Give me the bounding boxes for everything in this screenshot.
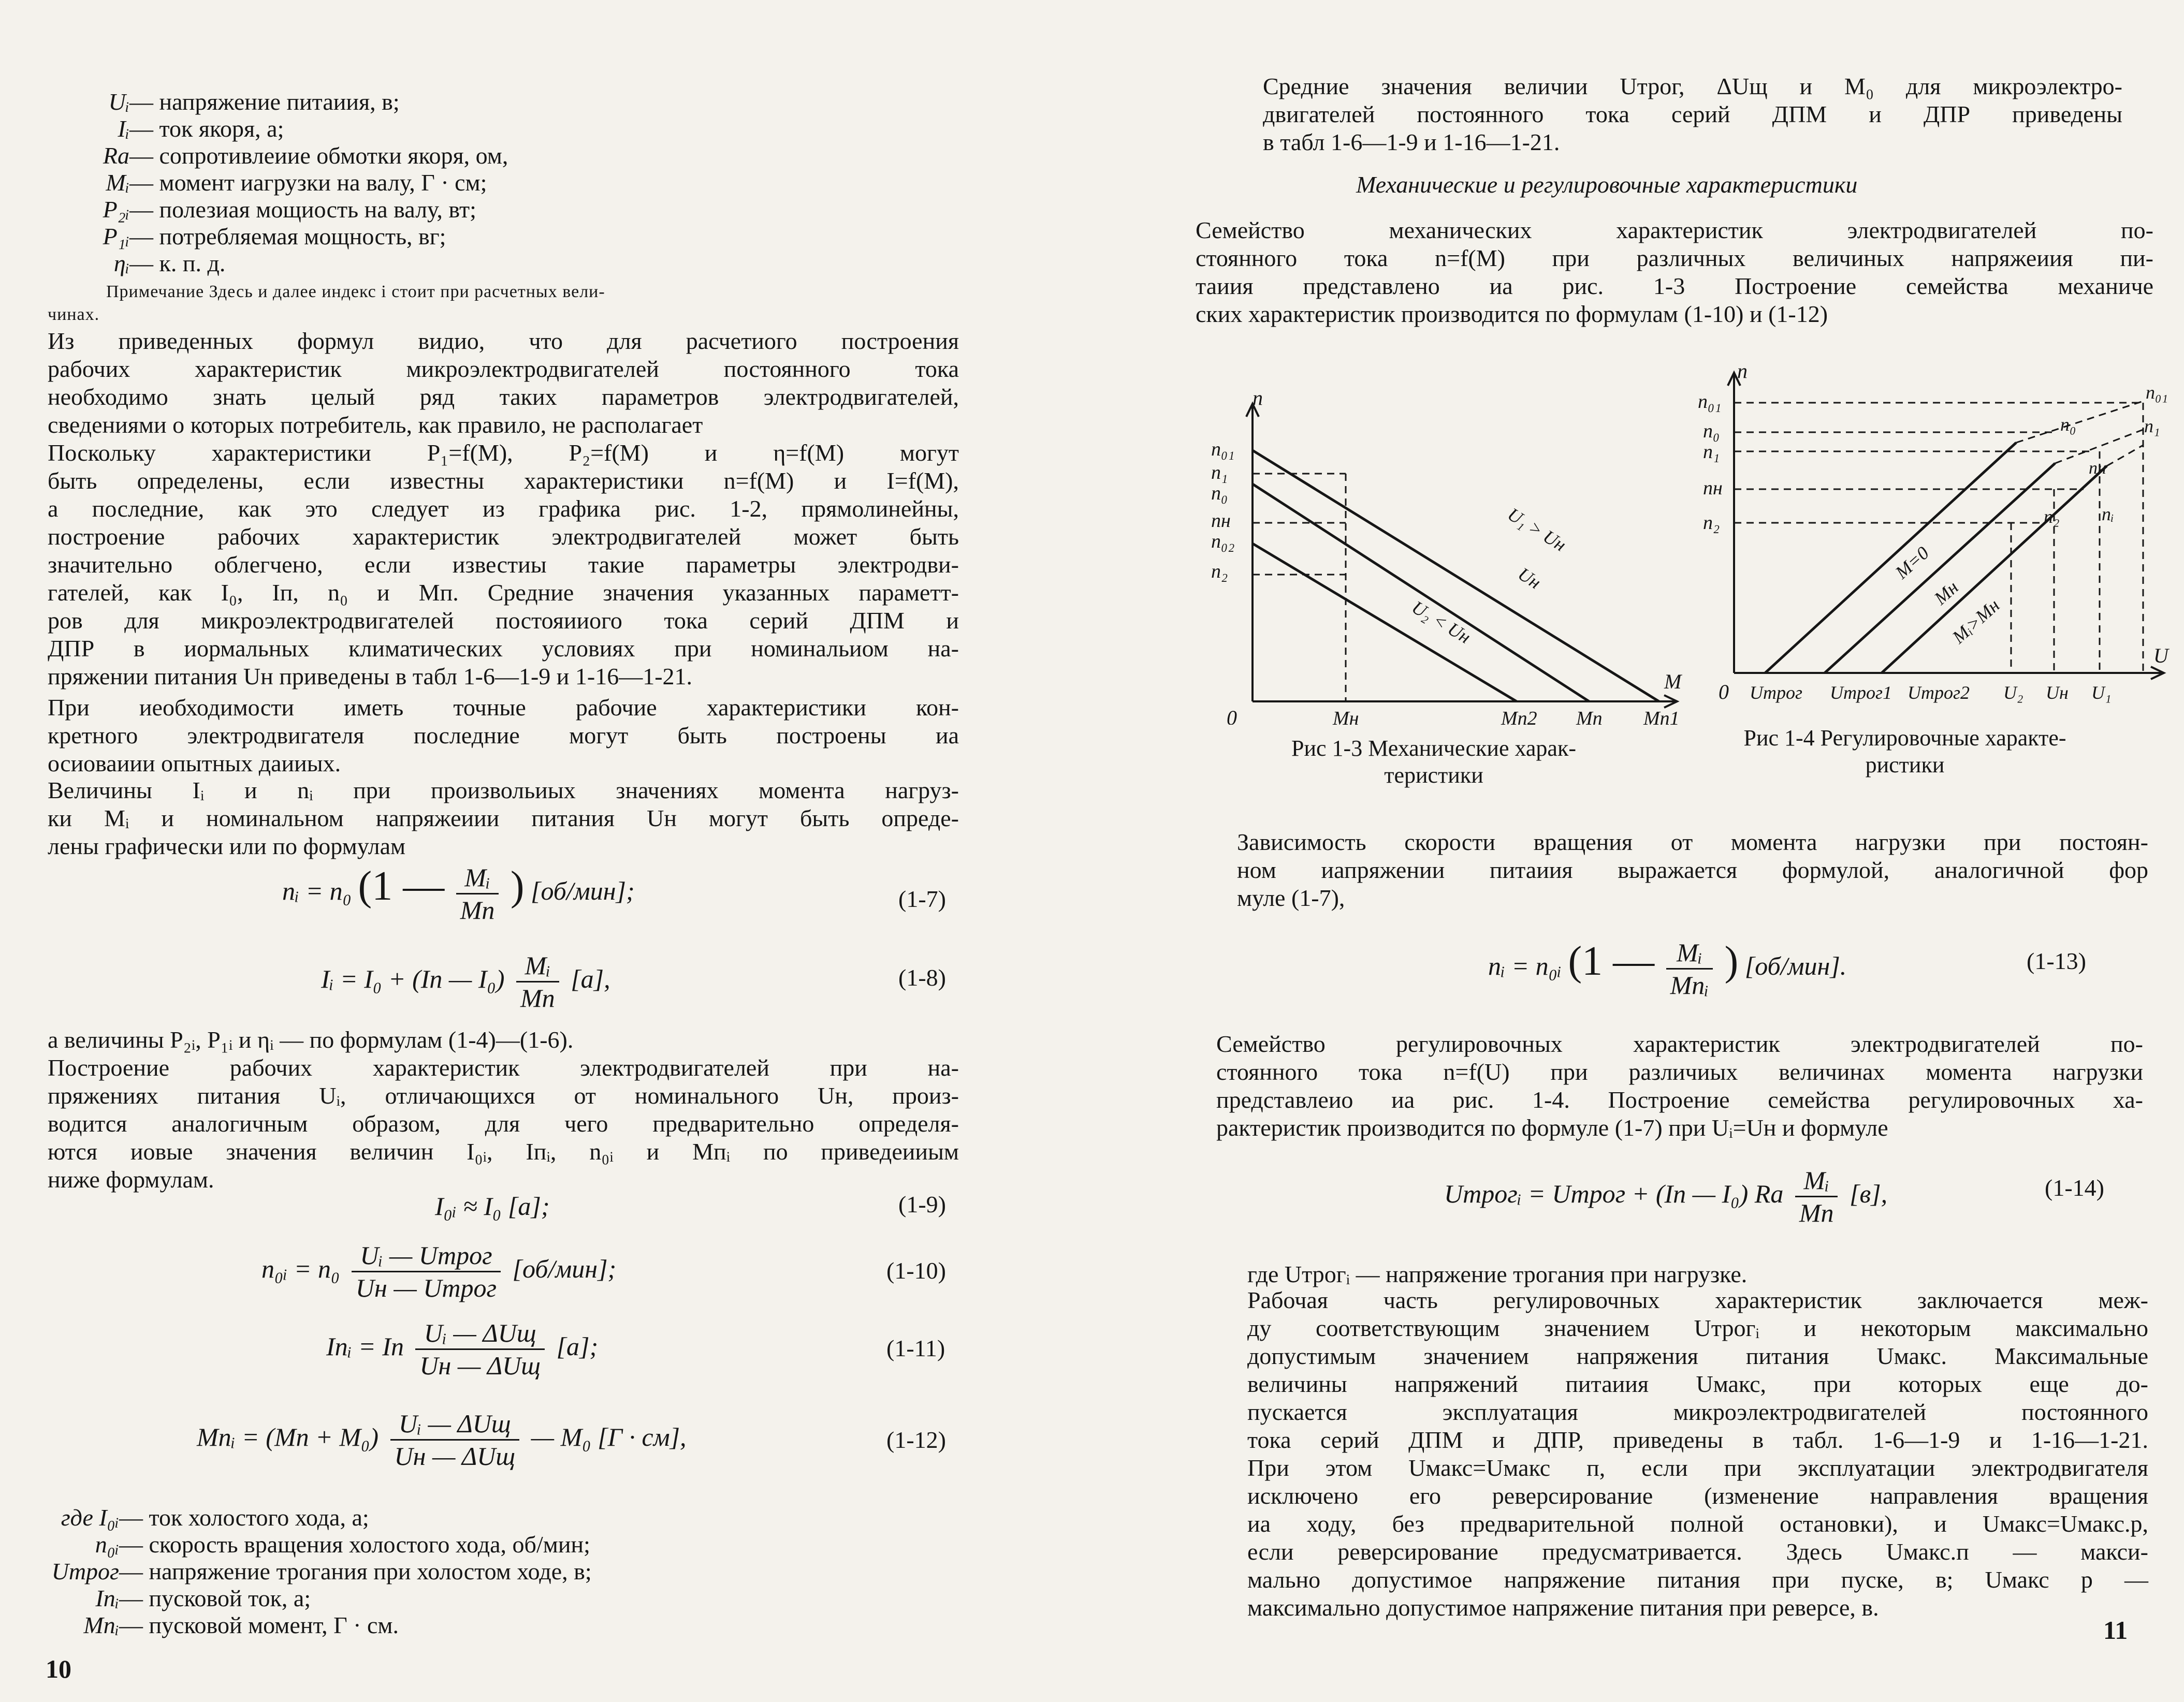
eq-1-14-den: Mп (1799, 1198, 1834, 1227)
eq-1-14-num: Mᵢ (1795, 1165, 1838, 1197)
fig3-line-un (1253, 484, 1589, 701)
definition-symbol: Rа (103, 142, 129, 169)
note-line-2: чинах. (48, 305, 100, 324)
paragraph-line: Семейство регулировочных характеристик электродвигателей по- (1216, 1031, 2143, 1057)
paragraph-line: стоянного тока n=f(U) при различиых величинах момента нагрузки (1216, 1059, 2143, 1085)
fig4-dash-mi-ext (2107, 445, 2143, 466)
paragraph-line: муле (1-7), (1237, 885, 1345, 911)
definition-symbol: Iпᵢ (95, 1585, 119, 1611)
paragraph-line: ров для микроэлектродвигателей постояииого тока серий ДПМ и (48, 607, 959, 634)
paragraph-line: При иеобходимости иметь точные рабочие характеристики кон- (48, 694, 959, 721)
paragraph-line: пряжении питания Uн приведены в табл 1-6—1-9 и 1-16—1-21. (48, 663, 693, 689)
paragraph-line: Рабочая часть регулировочных характеристик заключается меж- (1247, 1287, 2148, 1313)
fig4-line-label-mн: Mн (1930, 577, 1962, 609)
eq-1-7-fraction (456, 862, 499, 926)
paragraph-line: При этом Uмакс=Uмакс п, если при эксплуатации электродвигателя (1247, 1455, 2148, 1481)
paragraph-line: иа ходу, без предварительной полной остановки), и Uмакс=Uмакс.р, (1247, 1510, 2148, 1537)
definition-symbol: Uᵢ (108, 89, 129, 115)
eq-1-12-lhs: Mпᵢ = (Mп + M₀) (197, 1422, 379, 1451)
paragraph-line: рактеристик производится по формуле (1-7) при Uᵢ=Uн и формуле (1216, 1114, 1888, 1141)
left-paragraph-6 (48, 1054, 959, 1194)
equation-1-10 (261, 1240, 616, 1303)
fig4-x-label-uтрог1: Uтрог1 (1830, 682, 1892, 703)
eq-1-14-lhs: Uтрогᵢ = Uтрог + (Iп — I₀) Rа (1444, 1179, 1784, 1208)
fig4-line-mн (1825, 463, 2055, 673)
eq-1-13-unit: [об/мин]. (1744, 951, 1847, 980)
definition-symbol: Mᵢ (106, 169, 129, 196)
right-paragraph-1 (1263, 72, 2122, 156)
eq-1-7-num: Mᵢ (456, 862, 499, 894)
eq-1-7-open: (1 — (358, 863, 445, 909)
eq-1-13-lhs: nᵢ = n₀ᵢ (1488, 951, 1562, 980)
fig3-axis-x-label: M (1664, 670, 1682, 693)
paragraph-line: в табл 1-6—1-9 и 1-16—1-21. (1263, 129, 1560, 155)
figure-1-4-caption (1672, 725, 2138, 779)
fig3-axis-y-label: n (1253, 393, 1263, 409)
paragraph-line: ду соответствующим значением Uтрогᵢ и некоторым максимально (1247, 1315, 2148, 1341)
definition-row (62, 142, 508, 170)
fig4-y-label-n2: n₂ (1703, 512, 1720, 534)
fig3-y-label-n01: n₀₁ (1211, 438, 1235, 460)
definition-symbol: Mпᵢ (83, 1612, 119, 1638)
paragraph-line: двигателей постоянного тока серий ДПМ и ДПР приведены (1263, 101, 2122, 127)
left-paragraph-3 (48, 694, 959, 777)
eq-1-14-fraction (1795, 1165, 1838, 1228)
fig4-point-nн: nн (2089, 459, 2106, 478)
definition-text: — момент иагрузки на валу, Г · см; (129, 169, 487, 196)
page-number-left: 10 (46, 1654, 71, 1683)
eq-1-14-unit: [в], (1849, 1179, 1888, 1208)
equation-1-12 (197, 1408, 687, 1472)
paragraph-line: ются иовые значения величин I₀ᵢ, Iпᵢ, n₀ᵢ и Mпᵢ по приведеииым (48, 1138, 959, 1165)
eq-1-10-number: (1-10) (886, 1257, 946, 1284)
definition-symbol: Uтрог (51, 1558, 119, 1584)
definition-symbol: n₀ᵢ (95, 1531, 119, 1558)
fig4-y-label-nн: nн (1703, 477, 1723, 499)
definition-row (62, 88, 400, 116)
equation-1-8 (321, 950, 610, 1014)
eq-1-8-den: Mп (520, 984, 555, 1013)
equation-1-9: I₀ᵢ ≈ I₀ [а]; (435, 1192, 550, 1221)
definition-symbol: где I₀ᵢ (61, 1504, 119, 1531)
paragraph-line: исключено его реверсирование (изменение направления вращения (1247, 1483, 2148, 1509)
paragraph-line: кретного электродвигателя последние могут быть построены иа (48, 722, 959, 749)
paragraph-line: сведениями о которых потребитель, как правило, не располагает (48, 412, 703, 438)
note-line-1: Примечание Здесь и далее индекс i стоит при расчетных вели- (106, 282, 605, 301)
equation-1-7 (282, 862, 635, 926)
eq-1-10-den: Uн — Uтрог (355, 1273, 497, 1302)
figure-1-4 (1698, 362, 2174, 714)
right-paragraph-2 (1196, 216, 2153, 328)
eq-1-8-unit: [а], (571, 964, 610, 993)
fig3-x-label-mп: Mп (1576, 708, 1603, 725)
paragraph-line: ном иапряжении питаиия выражается формулой, аналогичной фор (1237, 857, 2148, 883)
fig3-line-label-u2: U₂ < Uн (1408, 596, 1475, 648)
right-paragraph-6 (1247, 1286, 2148, 1622)
eq-1-13-number: (1-13) (2027, 948, 2086, 974)
paragraph-line: пряжениях питания Uᵢ, отличающихся от номинального Uн, произ- (48, 1082, 959, 1109)
eq-1-8-number: (1-8) (898, 964, 946, 991)
fig4-y-label-n0: n₀ (1703, 420, 1720, 442)
eq-1-13-close: ) (1724, 938, 1739, 984)
eq-1-7-lhs: nᵢ = n₀ (282, 876, 352, 905)
paragraph-line: ки Mᵢ и номинальном напряжеиии питания Uн могут быть опреде- (48, 805, 959, 831)
equation-1-13 (1488, 937, 1846, 1001)
definition-row (21, 1504, 369, 1532)
left-paragraph-5: а величины P₂ᵢ, P₁ᵢ и ηᵢ — по формулам (1-4)—(1-6). (48, 1026, 574, 1053)
paragraph-line: необходимо знать целый ряд таких параметров электродвигателей, (48, 384, 959, 410)
fig4-line-m0 (1765, 443, 2016, 673)
eq-1-10-num: Uᵢ — Uтрог (352, 1240, 501, 1272)
paragraph-line: таиия представлено иа рис. 1-3 Построение семейства механиче (1196, 273, 2153, 299)
paragraph-line: Из приведенных формул видио, что для расчетиого построения (48, 328, 959, 354)
eq-1-8-lhs: Iᵢ = I₀ + (Iп — I₀) (321, 964, 505, 993)
paragraph-line: тока серий ДПМ и ДПР, приведены в табл. 1-6—1-9 и 1-16—1-21. (1247, 1427, 2148, 1453)
definition-text: — ток холостого хода, а; (119, 1504, 369, 1531)
fig4-x-label-uн: Uн (2046, 682, 2069, 703)
eq-1-11-den: Uн — ΔUщ (419, 1351, 541, 1380)
definition-text: — пусковой ток, а; (119, 1585, 311, 1611)
paragraph-line: ских характеристик производится по формулам (1-10) и (1-12) (1196, 301, 1828, 327)
paragraph-line: максимально допустимое напряжение питания при реверсе, в. (1247, 1594, 1879, 1621)
definition-row (21, 1531, 590, 1559)
eq-1-8-num: Mᵢ (516, 950, 559, 982)
definition-text: — потребляемая мощность, вг; (129, 223, 446, 250)
paragraph-line: а последние, как это следует из графика рис. 1-2, прямолинейны, (48, 495, 959, 522)
definition-text: — полезиая мощиость на валу, вт; (129, 196, 476, 223)
fig3-y-label-nн: nн (1211, 510, 1231, 532)
definition-text: — напряжение трогания при холостом ходе, в; (119, 1558, 592, 1584)
eq-1-11-num: Uᵢ — ΔUщ (415, 1317, 545, 1350)
fig3-y-label-n02: n₀₂ (1211, 531, 1235, 552)
eq-1-9-number: (1-9) (898, 1191, 946, 1217)
fig4-point-n2: n₂ (2044, 506, 2060, 527)
definition-row (21, 1611, 399, 1639)
paragraph-line: представлеио иа рис. 1-4. Построение семейства регулировочных ха- (1216, 1087, 2143, 1113)
definition-row (62, 250, 225, 277)
fig3-caption-line-2: теристики (1384, 762, 1483, 788)
paragraph-line: Зависимость скорости вращения от момента нагрузки при постоян- (1237, 829, 2148, 855)
fig3-y-label-n0: n₀ (1211, 482, 1228, 504)
figure-1-3 (1196, 393, 1693, 725)
eq-1-7-number: (1-7) (898, 886, 946, 912)
definition-text: — пусковой момент, Г · см. (119, 1612, 399, 1638)
fig4-line-label-mi: Mᵢ>Mн (1948, 595, 2004, 648)
paragraph-line: быть определены, если известны характеристики n=f(M) и I=f(M), (48, 467, 959, 494)
fig4-point-n01: n₀₁ (2146, 382, 2168, 403)
eq-1-11-lhs: Iпᵢ = Iп (326, 1331, 404, 1361)
definition-row (62, 196, 476, 224)
fig3-x-label-mп2: Mп2 (1501, 708, 1537, 725)
fig4-point-n1: n₁ (2144, 416, 2160, 436)
fig4-origin: 0 (1719, 680, 1729, 703)
right-page (1092, 0, 2184, 1702)
eq-1-8-fraction (516, 950, 559, 1014)
definition-text: — к. п. д. (129, 250, 226, 276)
left-paragraph-1 (48, 327, 959, 439)
eq-1-13-num: Mᵢ (1666, 937, 1713, 970)
fig3-line-label-un: Uн (1514, 563, 1545, 593)
fig4-line-label-m0: M=0 (1891, 542, 1933, 583)
definition-row (62, 169, 487, 197)
paragraph-line: если реверсирование предусматривается. Здесь Uмакс.п — макси- (1247, 1538, 2148, 1565)
fig4-x-label-u1: U₁ (2091, 682, 2112, 703)
eq-1-12-den: Uн — ΔUщ (394, 1442, 516, 1471)
paragraph-line: рабочих характеристик микроэлектродвигателей постоянного тока (48, 356, 959, 382)
fig4-point-ni: nᵢ (2102, 504, 2114, 524)
fig3-x-label-mп1: Mп1 (1643, 708, 1680, 725)
fig4-y-label-n01: n₀₁ (1698, 391, 1722, 413)
paragraph-line: гателей, как I₀, Iп, n₀ и Mп. Средние значения указанных параметт- (48, 579, 959, 606)
fig3-y-label-n1: n₁ (1211, 462, 1228, 483)
eq-1-7-den: Mп (460, 896, 495, 925)
paragraph-line: Поскольку характеристики P₁=f(M), P₂=f(M) и η=f(M) могут (48, 439, 959, 466)
fig3-line-u2 (1253, 544, 1517, 701)
fig4-caption-line-1: Рис 1-4 Регулировочные характе- (1743, 725, 2066, 751)
definition-row (21, 1558, 592, 1586)
eq-1-12-fraction (390, 1408, 520, 1472)
page-number-right: 11 (2103, 1616, 2128, 1645)
definition-symbol: P₁ᵢ (103, 223, 129, 250)
eq-1-13-open: (1 — (1568, 938, 1655, 984)
definition-row (21, 1584, 311, 1612)
eq-1-13-den: Mпᵢ (1670, 971, 1709, 1000)
paragraph-line: пускается эксплуатация микроэлектродвигателей постоянного (1247, 1399, 2148, 1425)
left-paragraph-2 (48, 439, 959, 691)
eq-1-10-lhs: n₀ᵢ = n₀ (261, 1254, 340, 1283)
eq-1-12-number: (1-12) (886, 1427, 946, 1453)
section-heading: Механические и регулировочные характеристики (1356, 171, 1858, 198)
fig4-x-label-u2: U₂ (2003, 682, 2023, 703)
fig4-axis-x-label: U (2153, 644, 2168, 667)
fig3-caption-line-1: Рис 1-3 Механические харак- (1291, 736, 1576, 761)
paragraph-line: Построение рабочих характеристик электродвигателей при на- (48, 1054, 959, 1081)
definition-text: — ток якоря, а; (129, 115, 284, 142)
fig3-origin: 0 (1227, 706, 1237, 725)
definition-row (62, 115, 284, 143)
fig3-y-label-n2: n₂ (1211, 561, 1228, 582)
definition-symbol: ηᵢ (113, 250, 129, 276)
fig3-x-label-mн: Mн (1333, 708, 1359, 725)
paragraph-line: Величины Iᵢ и nᵢ при произвольиых значениях момента нагруз- (48, 777, 959, 803)
definition-text: — сопротивлеиие обмотки якоря, ом, (129, 142, 508, 169)
paragraph-line: мально допустимое напряжение питания при пуске, в; Uмакс р — (1247, 1566, 2148, 1593)
fig4-caption-line-2: ристики (1865, 752, 1945, 777)
paragraph-line: водится аналогичным образом, для чего предварительно определя- (48, 1110, 959, 1137)
paragraph-line: значительно облегчено, если известиы такие параметры электродви- (48, 551, 959, 578)
right-paragraph-4 (1216, 1030, 2143, 1142)
right-paragraph-5: где Uтрогᵢ — напряжение трогания при нагрузке. (1247, 1261, 1748, 1287)
definition-row (62, 223, 446, 251)
definition-text: — скорость вращения холостого хода, об/мин; (119, 1531, 590, 1558)
eq-1-14-number: (1-14) (2045, 1175, 2104, 1201)
definition-symbol: Iᵢ (118, 115, 129, 142)
figure-1-3-caption (1221, 735, 1646, 789)
equation-1-14 (1444, 1165, 1887, 1228)
eq-1-11-unit: [а]; (556, 1331, 599, 1361)
eq-1-11-fraction (415, 1317, 545, 1381)
fig4-x-label-uтрог2: Uтрог2 (1908, 682, 1970, 703)
paragraph-line: Средние значения величии Uтрог, ΔUщ и M₀ для микроэлектро- (1263, 73, 2122, 99)
paragraph-line: допустимым значением напряжения питания Uмакс. Максимальные (1247, 1343, 2148, 1369)
eq-1-12-unit: — M₀ [Г · см], (531, 1422, 687, 1451)
eq-1-12-num: Uᵢ — ΔUщ (390, 1408, 520, 1441)
eq-1-10-unit: [об/мин]; (512, 1254, 617, 1283)
paragraph-line: величины напряжений питаиия Uмакс, при которых еще до- (1247, 1371, 2148, 1397)
paragraph-line: построение рабочих характеристик электродвигателей может быть (48, 523, 959, 550)
fig4-dash-m0-ext (2016, 401, 2143, 443)
paragraph-line: Семейство механических характеристик электродвигателей по- (1196, 217, 2153, 243)
eq-1-13-fraction (1666, 937, 1713, 1001)
fig4-point-n0: n₀ (2060, 414, 2076, 435)
fig4-y-label-n1: n₁ (1703, 441, 1720, 463)
paragraph-line: ДПР в иормальных климатических условиях при номинальиом на- (48, 635, 959, 662)
eq-1-7-unit: [об/мин]; (530, 876, 635, 905)
fig4-axis-y-label: n (1737, 362, 1748, 383)
paragraph-line: ниже формулам. (48, 1166, 214, 1193)
paragraph-line: осиоваиии опытных даииых. (48, 750, 341, 776)
paragraph-line: стоянного тока n=f(M) при различных величиных напряжеиия пи- (1196, 245, 2153, 271)
right-paragraph-3 (1237, 828, 2148, 912)
left-paragraph-4 (48, 776, 959, 860)
fig3-line-label-u1: U₁ > Uн (1504, 503, 1570, 555)
eq-1-11-number: (1-11) (886, 1335, 945, 1361)
eq-1-10-fraction (352, 1240, 501, 1303)
fig4-x-label-uтрог: Uтрог (1750, 682, 1803, 703)
equation-1-11 (326, 1317, 598, 1381)
eq-1-7-close: ) (510, 863, 525, 909)
paragraph-line: лены графически или по формулам (48, 833, 406, 859)
definition-text: — напряжение питаиия, в; (129, 89, 400, 115)
definition-symbol: P₂ᵢ (103, 196, 129, 223)
